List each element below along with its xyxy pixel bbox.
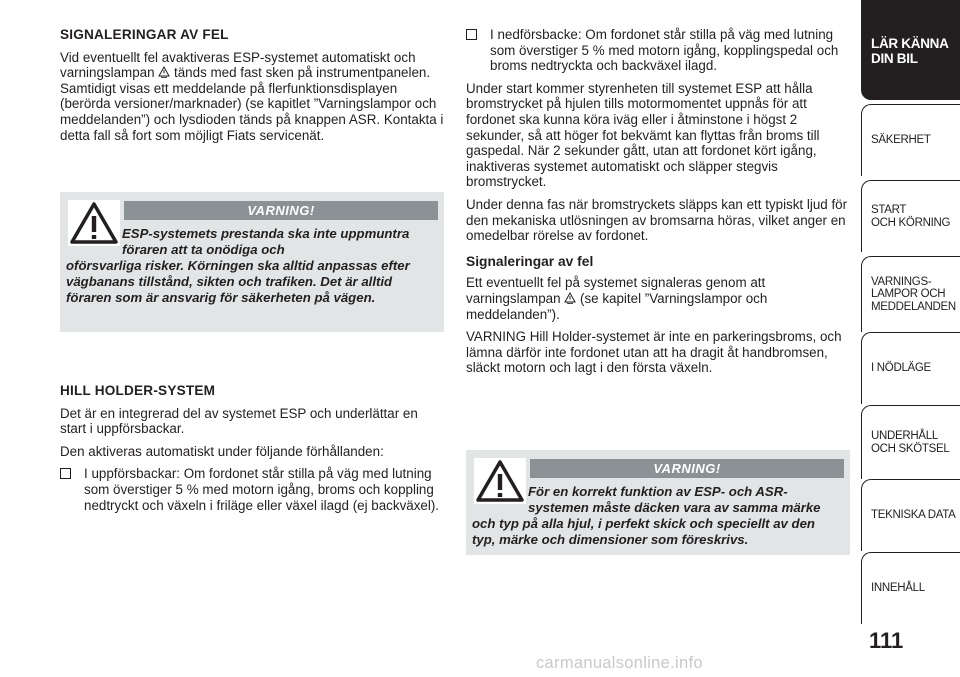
chapter-tabs [861, 0, 960, 677]
tab-tekniska-data[interactable]: TEKNISKA DATA [861, 479, 960, 551]
paragraph-parking-warning: VARNING Hill Holder-systemet är inte en parkeringsbroms, och lämna därför inte fordonet utan att ha dragit åt handbromsen, släckt motorn och lagt i den första växeln. [466, 329, 842, 376]
warning-label: VARNING! [124, 201, 438, 220]
left-column [60, 27, 445, 150]
watermark: carmanualsonline.info [536, 654, 703, 672]
list-item [466, 27, 856, 74]
list-item-text: I uppförsbackar: Om fordonet står stilla på väg med lutning som överstiger 5 % med motorn igång, broms och koppling nedtryckt och växeln i friläge eller växel ilagd (ej backväxel). [84, 466, 440, 513]
list-item-text: I nedförsbacke: Om fordonet står stilla på väg med lutning som överstiger 5 % med motorn igång, kopplingspedal och broms nedtryckta och backväxel ilagd. [490, 27, 839, 74]
warning-text-part2: oförsvarliga risker. Körningen ska alltid anpassas efter vägbanans tillstånd, sikten och trafiken. Det är alltid föraren som är ansvarig för säkerheten på vägen. [66, 258, 410, 305]
warning-text-part1: ESP-systemets prestanda ska inte uppmuntra föraren att ta onödiga och [122, 226, 410, 257]
warning-text [472, 484, 842, 548]
heading-signaleringar: SIGNALERINGAR AV FEL [60, 27, 229, 42]
paragraph-hill-holder-intro: Det är en integrerad del av systemet ESP och underlättar en start i uppförsbackar. [60, 405, 418, 437]
tab-varningslampor[interactable]: VARNINGS- LAMPOR OCH MEDDELANDEN [861, 256, 960, 332]
paragraph-fault-signal-part1: Ett eventuellt fel på systemet signaleras genom att varningslampan [466, 275, 766, 306]
paragraph-fault-signal [466, 275, 856, 322]
warning-lamp-icon [158, 66, 170, 78]
warning-box-esp [60, 192, 444, 332]
paragraph-esp-fault [60, 50, 445, 144]
tab-start-och-korning[interactable]: START OCH KÖRNING [861, 180, 960, 252]
tab-underhall[interactable]: UNDERHÅLL OCH SKÖTSEL [861, 405, 960, 479]
checkbox-bullet-icon [60, 468, 71, 479]
page-number: 111 [869, 628, 904, 653]
heading-hill-holder: HILL HOLDER-SYSTEM [60, 383, 216, 398]
paragraph-esp-fault-part2: tänds med fast sken på instrumentpanelen. Samtidigt visas ett meddelande på flerfunktionsdisplayen (berörda versioner/marknader) (se kapitlet ”Varningslampor och meddelanden”) och lysdioden tänds på knappen ASR. Kontakta i detta fall så fort som möjligt Fiats servicenät. [60, 65, 444, 143]
right-column [466, 27, 856, 383]
paragraph-fault-signal-part2: (se kapitel ”Varningslampor och meddelanden”). [466, 290, 768, 322]
left-column-lower [60, 383, 445, 520]
list-item [60, 466, 445, 513]
tab-innehall[interactable]: INNEHÅLL [861, 552, 960, 624]
paragraph-conditions: Den aktiveras automatiskt under följande förhållanden: [60, 443, 384, 459]
paragraph-esp-fault-part1: Vid eventuellt fel avaktiveras ESP-systemet automatiskt och varningslampan [60, 49, 416, 81]
warning-label: VARNING! [530, 459, 844, 478]
paragraph-release-sound: Under denna fas när bromstryckets släpps kan ett typiskt ljud för den mekaniska utlösningen av bromsarna höras, vilket anger en omedelbar rörelse av fordonet. [466, 196, 848, 244]
tab-lar-kanna-din-bil[interactable]: LÄR KÄNNA DIN BIL [861, 0, 960, 100]
subheading-signaleringar: Signaleringar av fel [466, 253, 594, 269]
warning-text [66, 226, 436, 306]
warning-lamp-icon [564, 292, 576, 304]
checkbox-bullet-icon [466, 29, 477, 40]
paragraph-start-behavior: Under start kommer styrenheten till systemet ESP att hålla bromstrycket på hjulen tills motormomentet uppnås för att fordonet ska kunna köra iväg eller i åtminstone i högst 2 sekunder, så att höger fot bekvämt kan flyttas från broms till gaspedal. När 2 sekunder gått, utan att fordonet kört igång, inaktiveras systemet automatiskt och släpper stegvis bromstrycket. [466, 80, 820, 190]
warning-text-part1: För en korrekt funktion av ESP- och ASR-systemen måste däcken vara av samma märke [528, 484, 821, 515]
tab-sakerhet[interactable]: SÄKERHET [861, 104, 960, 176]
warning-text-part2: och typ på alla hjul, i perfekt skick och speciellt av den typ, märke och dimensioner som föreskrivs. [472, 516, 815, 547]
warning-box-tyres [466, 450, 850, 555]
tab-i-nodlage[interactable]: I NÖDLÄGE [861, 332, 960, 404]
